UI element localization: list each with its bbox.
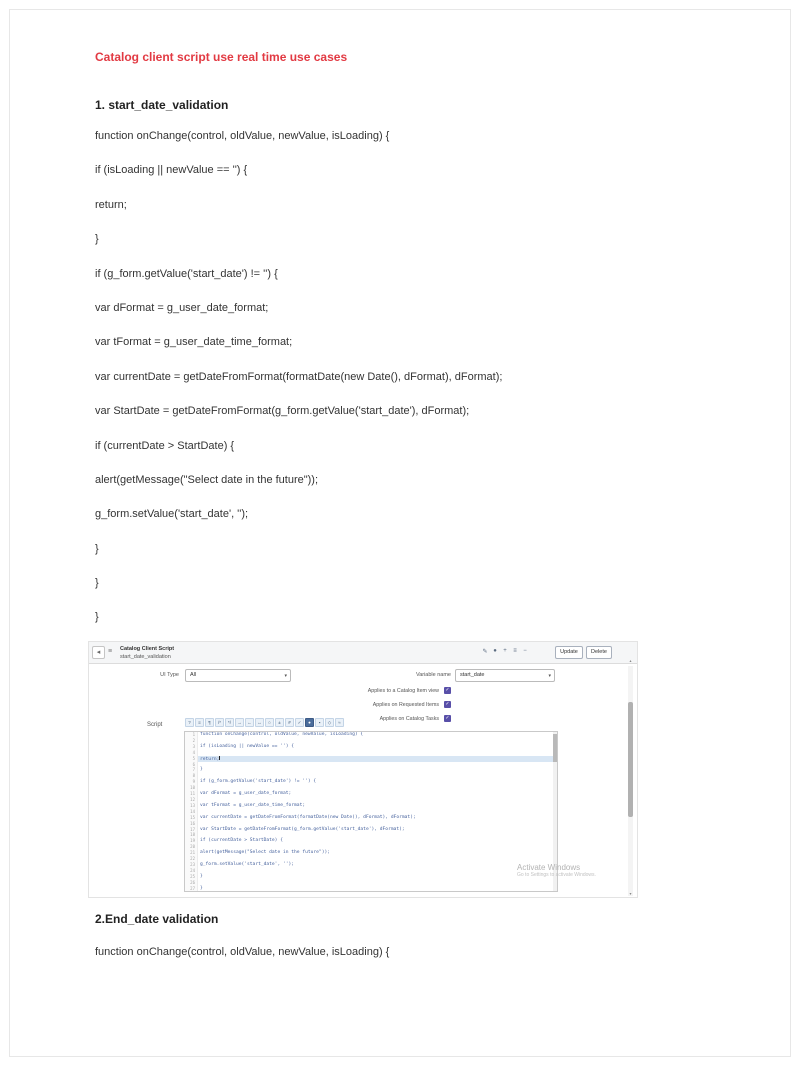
editor-line-text: } xyxy=(200,873,203,879)
script-field-label: Script xyxy=(147,722,163,728)
code-line: var dFormat = g_user_date_format; xyxy=(95,301,269,314)
context-menu-icon[interactable]: ≡ xyxy=(108,648,113,655)
editor-line-text: } xyxy=(200,885,203,891)
code-line: if (isLoading || newValue == '') { xyxy=(95,164,248,177)
watermark-line1: Activate Windows xyxy=(517,863,581,872)
editor-line-text: var StartDate = getDateFromFormat(g_form.getValue('start_date'), dFormat); xyxy=(200,826,405,832)
line-number: 9 xyxy=(185,779,198,785)
record-name-label: start_date_validation xyxy=(120,654,171,660)
update-button[interactable]: Update xyxy=(555,646,583,659)
line-number: 11 xyxy=(185,791,198,797)
record-type-label: Catalog Client Script xyxy=(120,646,175,652)
document-title: Catalog client script use real time use cases xyxy=(95,50,348,64)
section2-code-line: function onChange(control, oldValue, newValue, isLoading) { xyxy=(95,946,390,958)
code-line: if (g_form.getValue('start_date') != '') { xyxy=(95,267,278,280)
add-icon[interactable]: + xyxy=(503,648,507,654)
attachment-icon[interactable]: ● xyxy=(493,648,497,654)
applies-catalog-tasks-checkbox[interactable]: ✓ xyxy=(445,715,450,721)
uncomment-code-icon[interactable]: */ xyxy=(225,718,234,727)
ui-type-select[interactable] xyxy=(185,669,291,682)
code-line: } xyxy=(95,542,99,555)
delete-button[interactable]: Delete xyxy=(586,646,612,659)
scroll-up-icon[interactable]: ▴ xyxy=(629,658,632,663)
editor-line-text: g_form.setValue('start_date', ''); xyxy=(200,861,295,867)
applies-catalog-item-view-checkbox[interactable]: ✓ xyxy=(445,687,450,693)
form-header-bar xyxy=(89,642,637,664)
editor-help-icon[interactable]: ? xyxy=(185,718,194,727)
line-number: 4 xyxy=(185,750,198,756)
variable-name-select[interactable] xyxy=(455,669,555,682)
editor-line-text: if (isLoading || newValue == '') { xyxy=(200,743,295,749)
line-number: 25 xyxy=(185,874,198,880)
code-line: if (currentDate > StartDate) { xyxy=(95,439,235,452)
script-code-editor[interactable] xyxy=(184,731,558,892)
ui-type-value: All xyxy=(190,672,197,678)
applies-requested-items-checkbox[interactable]: ✓ xyxy=(445,701,450,707)
line-number: 27 xyxy=(185,886,198,892)
line-number: 7 xyxy=(185,767,198,773)
line-number: 16 xyxy=(185,821,198,827)
line-number: 12 xyxy=(185,797,198,803)
editor-line-text: if (g_form.getValue('start_date') != '') { xyxy=(200,779,317,785)
back-button[interactable]: ◂ xyxy=(92,646,105,659)
fullscreen-icon[interactable]: ◇ xyxy=(325,718,334,727)
line-number: 18 xyxy=(185,832,198,838)
record-title xyxy=(120,645,174,661)
line-number: 15 xyxy=(185,815,198,821)
chevron-down-icon: ▾ xyxy=(284,673,287,679)
code-line: function onChange(control, oldValue, newValue, isLoading) { xyxy=(95,130,390,142)
chevron-down-icon: ▾ xyxy=(548,673,551,679)
line-number: 23 xyxy=(185,862,198,868)
applies-catalog-tasks-label: Applies on Catalog Tasks xyxy=(379,716,439,722)
code-line: return; xyxy=(95,198,127,211)
wrap-lines-icon[interactable]: ↔ xyxy=(255,718,264,727)
line-number: 24 xyxy=(185,868,198,874)
section1-heading: 1. start_date_validation xyxy=(95,98,229,112)
line-number: 8 xyxy=(185,773,198,779)
line-number: 22 xyxy=(185,856,198,862)
editor-line-text: var currentDate = getDateFromFormat(formatDate(new Date(), dFormat), dFormat); xyxy=(200,814,416,820)
editor-line-text: var tFormat = g_user_date_time_format; xyxy=(200,802,306,808)
line-number: 19 xyxy=(185,838,198,844)
section1-code-block xyxy=(95,127,502,643)
code-line: } xyxy=(95,577,99,590)
line-number: 5 xyxy=(185,756,198,762)
line-number: 3 xyxy=(185,744,198,750)
line-number: 20 xyxy=(185,844,198,850)
editor-line-text: var dFormat = g_user_date_format; xyxy=(200,791,292,797)
replace-icon[interactable]: ± xyxy=(275,718,284,727)
code-line: var StartDate = getDateFromFormat(g_form.getValue('start_date'), dFormat); xyxy=(95,405,470,418)
line-number: 10 xyxy=(185,785,198,791)
text-cursor xyxy=(219,756,220,761)
goto-line-icon[interactable]: # xyxy=(285,718,294,727)
edit-icon[interactable]: ✎ xyxy=(482,649,488,655)
activate-windows-watermark xyxy=(517,863,596,878)
editor-line-text: return; xyxy=(198,756,557,762)
toggle-gutter-icon[interactable]: ≡ xyxy=(195,718,204,727)
line-number: 21 xyxy=(185,850,198,856)
editor-scrollbar-thumb[interactable] xyxy=(553,734,557,762)
applies-requested-items-label: Applies on Requested Items xyxy=(372,702,439,708)
code-line: var tFormat = g_user_date_time_format; xyxy=(95,336,293,349)
line-number: 1 xyxy=(185,732,198,738)
variable-name-value: start_date xyxy=(460,672,485,678)
syntax-check-icon[interactable]: ✓ xyxy=(295,718,304,727)
code-line: } xyxy=(95,611,99,624)
editor-line-text: } xyxy=(200,767,203,773)
list-icon[interactable]: ≡ xyxy=(513,648,517,654)
embedded-screenshot xyxy=(88,641,638,898)
code-line: } xyxy=(95,233,99,246)
collapse-icon[interactable]: − xyxy=(523,648,527,654)
page-scrollbar[interactable] xyxy=(628,666,633,896)
line-number: 13 xyxy=(185,803,198,809)
line-number: 6 xyxy=(185,762,198,768)
editor-line-text: if (currentDate > StartDate) { xyxy=(200,838,283,844)
editor-lines xyxy=(185,732,557,891)
variable-name-label: Variable name xyxy=(415,672,451,678)
search-icon[interactable]: ○ xyxy=(265,718,274,727)
format-code-icon[interactable]: ¶ xyxy=(205,718,214,727)
editor-line-text: function onChange(control, oldValue, newValue, isLoading) { xyxy=(200,732,364,737)
code-line: g_form.setValue('start_date', ''); xyxy=(95,508,249,521)
comment-code-icon[interactable]: /* xyxy=(215,718,224,727)
applies-catalog-item-view-label: Applies to a Catalog Item view xyxy=(367,688,439,694)
section2-heading: 2.End_date validation xyxy=(95,912,219,926)
line-number: 2 xyxy=(185,738,198,744)
ui-type-label: UI Type xyxy=(160,672,179,678)
line-number: 14 xyxy=(185,809,198,815)
editor-line xyxy=(185,886,557,892)
header-icon-group xyxy=(482,648,528,655)
page-scrollbar-thumb[interactable] xyxy=(628,702,633,817)
scroll-down-icon[interactable]: ▾ xyxy=(629,891,632,896)
code-line: var currentDate = getDateFromFormat(formatDate(new Date(), dFormat), dFormat); xyxy=(95,370,503,383)
line-number: 17 xyxy=(185,827,198,833)
editor-toolbar xyxy=(185,718,344,727)
macro-icon[interactable]: ● xyxy=(305,718,314,727)
save-icon[interactable]: ▪ xyxy=(315,718,324,727)
settings-icon[interactable]: ≈ xyxy=(335,718,344,727)
editor-line-text: alert(getMessage("Select date in the future")); xyxy=(200,850,330,856)
code-line: alert(getMessage("Select date in the future")); xyxy=(95,473,319,486)
indent-icon[interactable]: → xyxy=(235,718,244,727)
line-number: 26 xyxy=(185,880,198,886)
watermark-line2: Go to Settings to activate Windows. xyxy=(517,872,596,878)
outdent-icon[interactable]: ← xyxy=(245,718,254,727)
